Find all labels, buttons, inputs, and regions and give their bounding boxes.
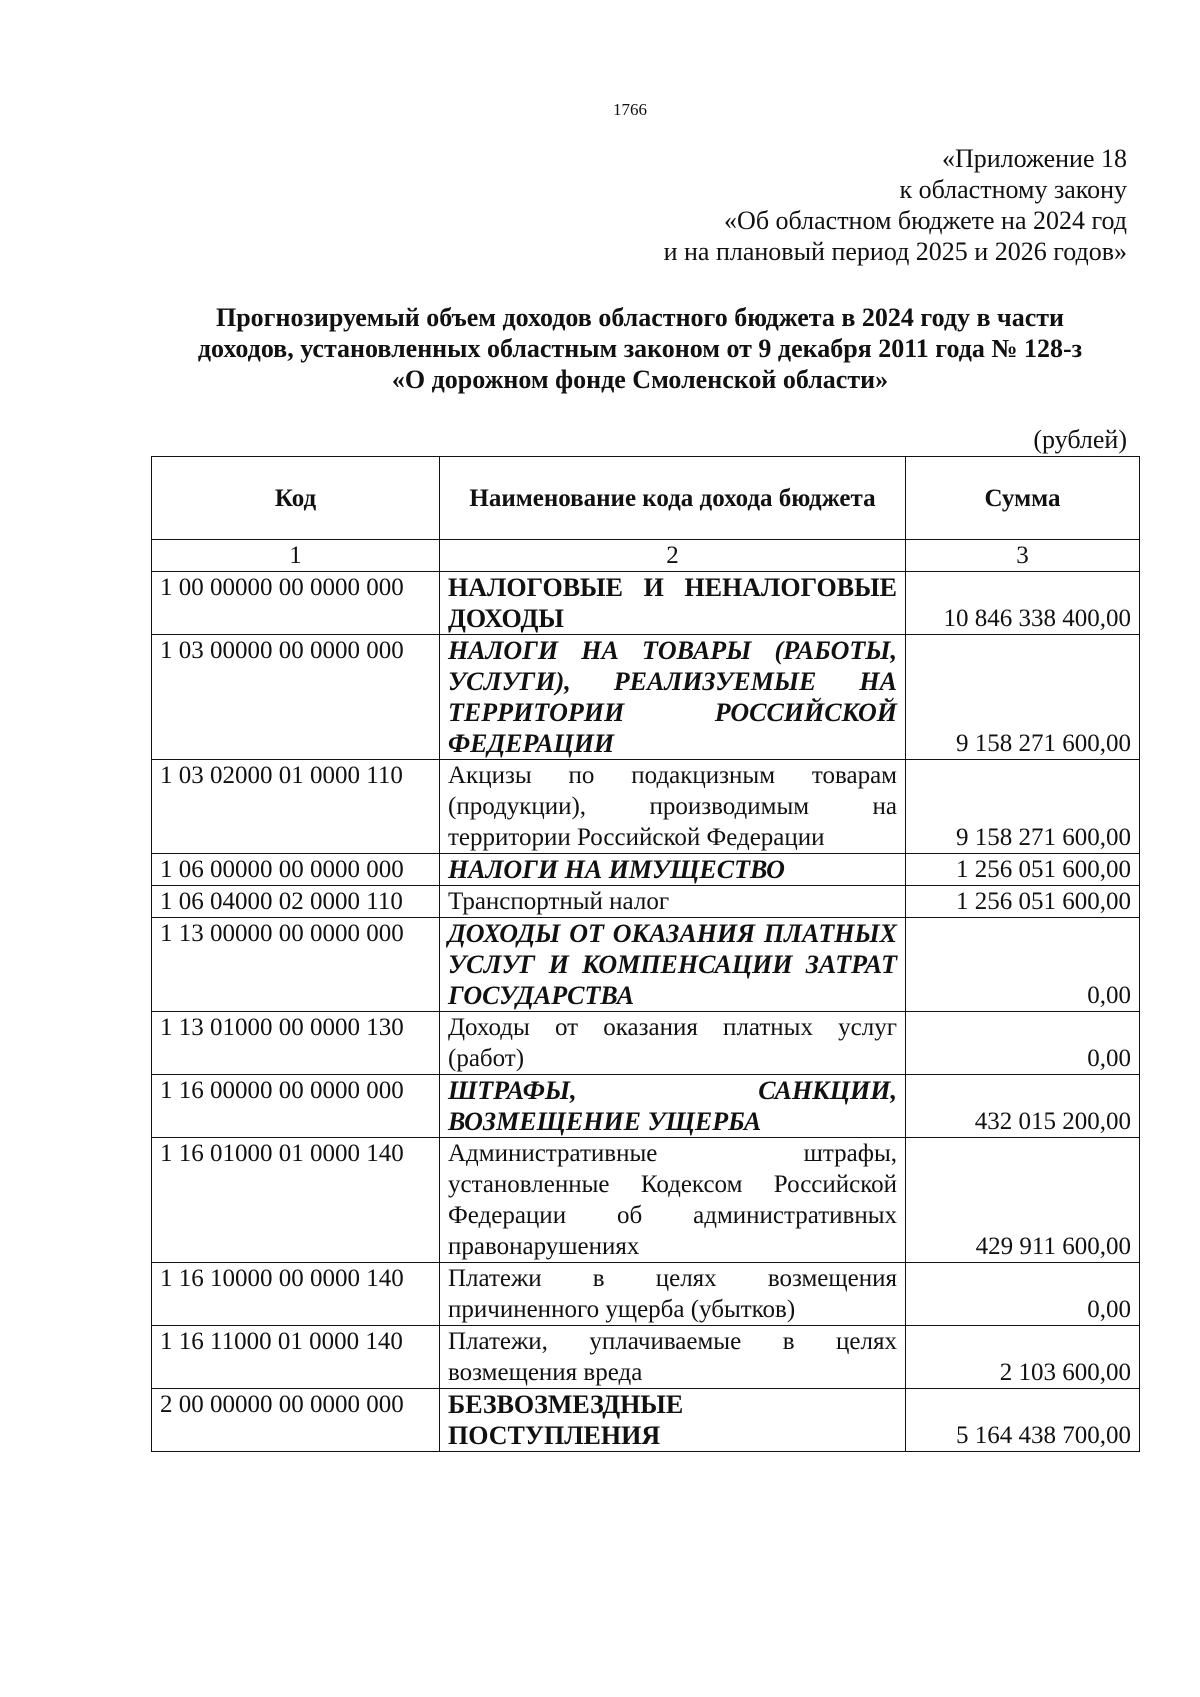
- income-code: 1 13 00000 00 0000 000: [152, 918, 440, 1012]
- income-name: Административные штрафы, установленные Кодексом Российской Федерации об административных правонарушениях: [440, 1138, 906, 1263]
- appendix-line: к областному закону: [899, 175, 1127, 204]
- income-name: ДОХОДЫ ОТ ОКАЗАНИЯ ПЛАТНЫХ УСЛУГ И КОМПЕНСАЦИИ ЗАТРАТ ГОСУДАРСТВА: [440, 918, 906, 1012]
- income-amount: 1 256 051 600,00: [906, 854, 1140, 886]
- income-amount: 9 158 271 600,00: [906, 760, 1140, 854]
- income-amount: 0,00: [906, 1263, 1140, 1326]
- table-row: [152, 854, 1140, 886]
- income-amount: 432 015 200,00: [906, 1075, 1140, 1138]
- income-name: БЕЗВОЗМЕЗДНЫЕ ПОСТУПЛЕНИЯ: [440, 1389, 906, 1452]
- table-row: [152, 572, 1140, 635]
- column-number-row: [152, 540, 1140, 572]
- table-row: [152, 1138, 1140, 1263]
- title-line: доходов, установленных областным законом от 9 декабря 2011 года № 128-з: [197, 334, 1083, 363]
- column-number: 2: [440, 540, 906, 572]
- title-line: Прогнозируемый объем доходов областного бюджета в 2024 году в части: [216, 303, 1064, 332]
- document-title: [150, 302, 1130, 395]
- table-row: [152, 1389, 1140, 1452]
- header-code: Код: [152, 457, 440, 540]
- income-name: Доходы от оказания платных услуг (работ): [440, 1012, 906, 1075]
- income-amount: 1 256 051 600,00: [906, 886, 1140, 918]
- income-amount: 0,00: [906, 918, 1140, 1012]
- income-name: НАЛОГИ НА ИМУЩЕСТВО: [440, 854, 906, 886]
- income-code: 1 03 00000 00 0000 000: [152, 635, 440, 760]
- income-amount: 0,00: [906, 1012, 1140, 1075]
- income-code: 1 06 00000 00 0000 000: [152, 854, 440, 886]
- income-name: ШТРАФЫ, САНКЦИИ, ВОЗМЕЩЕНИЕ УЩЕРБА: [440, 1075, 906, 1138]
- income-code: 2 00 00000 00 0000 000: [152, 1389, 440, 1452]
- income-name: НАЛОГОВЫЕ И НЕНАЛОГОВЫЕ ДОХОДЫ: [440, 572, 906, 635]
- income-amount: 10 846 338 400,00: [906, 572, 1140, 635]
- column-number: 3: [906, 540, 1140, 572]
- revenue-table: [151, 456, 1140, 1452]
- income-code: 1 16 00000 00 0000 000: [152, 1075, 440, 1138]
- table-header-row: [152, 457, 1140, 540]
- income-name: НАЛОГИ НА ТОВАРЫ (РАБОТЫ, УСЛУГИ), РЕАЛИЗУЕМЫЕ НА ТЕРРИТОРИИ РОССИЙСКОЙ ФЕДЕРАЦИИ: [440, 635, 906, 760]
- table-row: [152, 1263, 1140, 1326]
- header-name: Наименование кода дохода бюджета: [440, 457, 906, 540]
- income-code: 1 16 11000 01 0000 140: [152, 1326, 440, 1389]
- income-code: 1 16 10000 00 0000 140: [152, 1263, 440, 1326]
- income-name: Транспортный налог: [440, 886, 906, 918]
- income-name: Платежи в целях возмещения причиненного ущерба (убытков): [440, 1263, 906, 1326]
- currency-unit: (рублей): [1033, 425, 1127, 454]
- table-row: [152, 760, 1140, 854]
- appendix-line: «Приложение 18: [941, 144, 1127, 173]
- header-amount: Сумма: [906, 457, 1140, 540]
- table-row: [152, 1326, 1140, 1389]
- income-code: 1 13 01000 00 0000 130: [152, 1012, 440, 1075]
- income-name: Акцизы по подакцизным товарам (продукции), производимым на территории Российской Федерации: [440, 760, 906, 854]
- income-amount: 9 158 271 600,00: [906, 635, 1140, 760]
- page-number: 1766: [613, 100, 647, 119]
- income-code: 1 03 02000 01 0000 110: [152, 760, 440, 854]
- income-code: 1 06 04000 02 0000 110: [152, 886, 440, 918]
- appendix-line: и на плановый период 2025 и 2026 годов»: [663, 237, 1127, 266]
- appendix-reference: [664, 143, 1127, 267]
- table-row: [152, 1012, 1140, 1075]
- appendix-line: «Об областном бюджете на 2024 год: [724, 206, 1127, 235]
- column-number: 1: [152, 540, 440, 572]
- income-code: 1 16 01000 01 0000 140: [152, 1138, 440, 1263]
- table-row: [152, 886, 1140, 918]
- table-row: [152, 1075, 1140, 1138]
- income-amount: 2 103 600,00: [906, 1326, 1140, 1389]
- income-name: Платежи, уплачиваемые в целях возмещения вреда: [440, 1326, 906, 1389]
- income-amount: 429 911 600,00: [906, 1138, 1140, 1263]
- income-code: 1 00 00000 00 0000 000: [152, 572, 440, 635]
- table-row: [152, 635, 1140, 760]
- income-amount: 5 164 438 700,00: [906, 1389, 1140, 1452]
- title-line: «О дорожном фонде Смоленской области»: [391, 365, 889, 394]
- table-row: [152, 918, 1140, 1012]
